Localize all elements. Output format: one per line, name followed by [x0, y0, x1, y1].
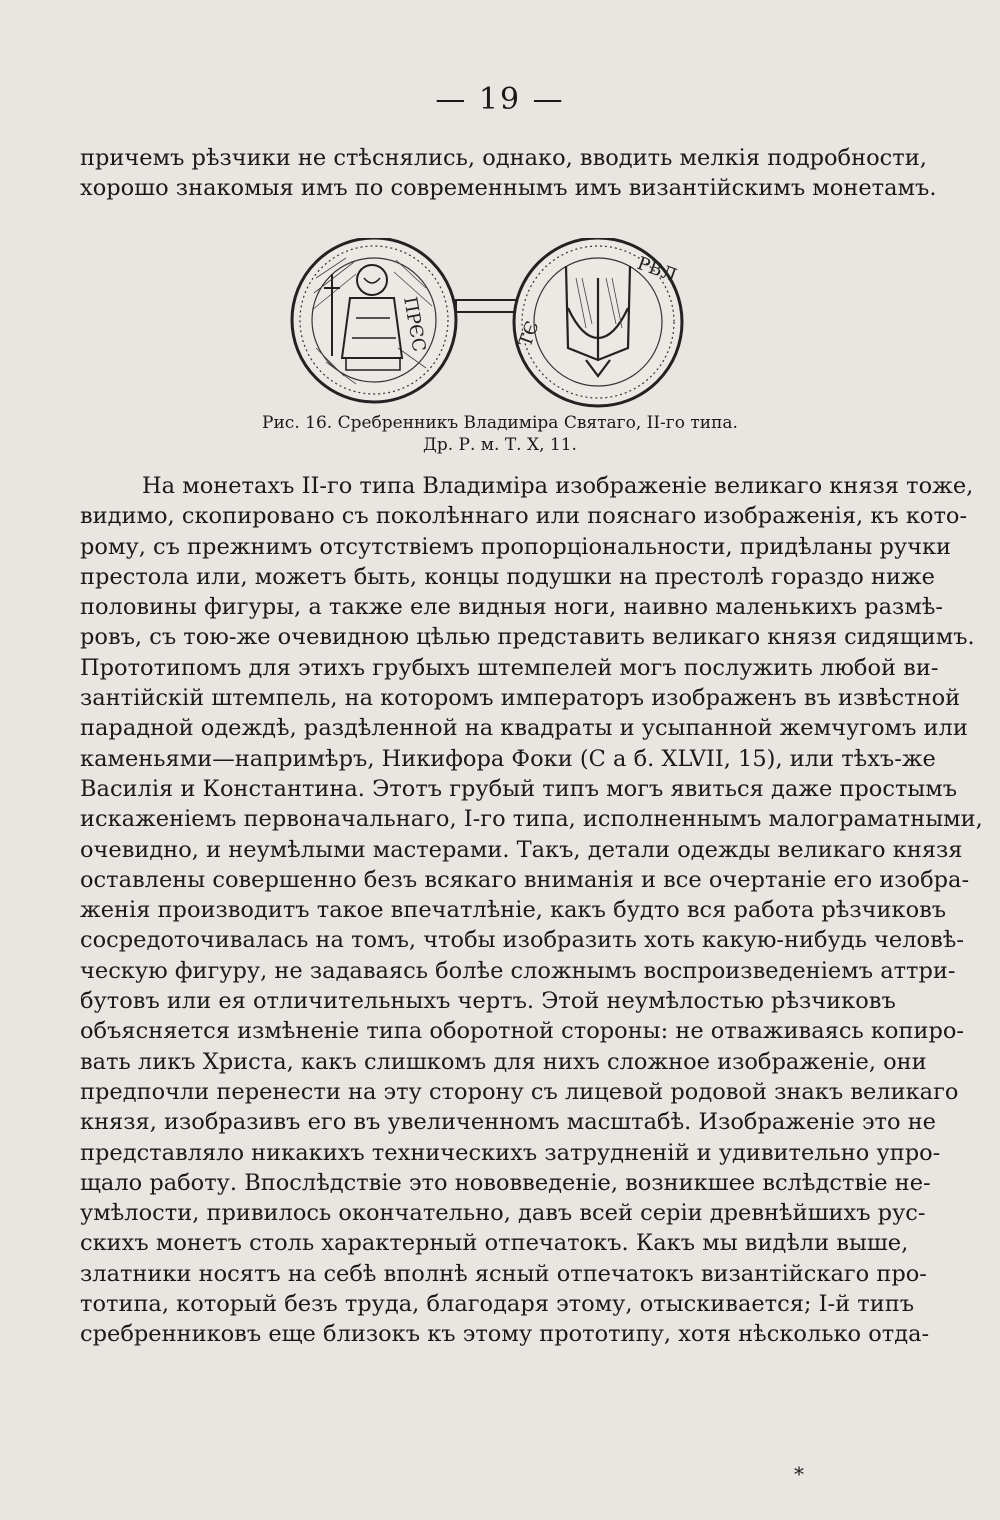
text-line: умѣлости, привилось окончательно, давъ всей серіи древнѣйшихъ рус- [80, 1200, 926, 1227]
svg-text:ТЄ: ТЄ [514, 318, 544, 350]
text-line: сосредоточивалась на томъ, чтобы изобразить хоть какую-нибудь человѣ- [80, 927, 964, 954]
text-line: бутовъ или ея отличительныхъ чертъ. Этой неумѣлостью рѣзчиковъ [80, 988, 896, 1015]
svg-text:ПРЄС: ПРЄС [399, 295, 430, 354]
intro-paragraph [80, 143, 937, 204]
text-line: предпочли перенести на эту сторону съ лицевой родовой знакъ великаго [80, 1078, 959, 1105]
svg-text:РВЛ: РВЛ [634, 252, 680, 287]
text-line: рому, съ прежнимъ отсутствіемъ пропорціональности, придѣланы ручки [80, 533, 952, 560]
text-line: сребренниковъ еще близокъ къ этому прототипу, хотя нѣсколько отда- [80, 1321, 930, 1348]
text-line: каменьями—напримѣръ, Никифора Фоки (С а б. XLVII, 15), или тѣхъ-же [80, 745, 936, 772]
text-line: причемъ рѣзчики не стѣснялись, однако, вводить мелкія подробности, [80, 145, 927, 171]
caption-line: Рис. 16. Сребренникъ Владиміра Святаго, II-го типа. [262, 413, 738, 433]
caption-line: Др. Р. м. Т. X, 11. [423, 435, 577, 455]
text-line: златники носятъ на себѣ вполнѣ ясный отпечатокъ византійскаго про- [80, 1260, 927, 1287]
text-line: зантійскій штемпель, на которомъ императоръ изображенъ въ извѣстной [80, 685, 961, 712]
main-paragraph [80, 471, 983, 1350]
signature-mark: * [794, 1462, 804, 1486]
text-line: На монетахъ II-го типа Владиміра изображеніе великаго князя тоже, [142, 473, 974, 499]
text-line: очевидно, и неумѣлыми мастерами. Такъ, детали одежды великаго князя [80, 836, 963, 863]
text-line: ческую фигуру, не задаваясь болѣе сложнымъ воспроизведеніемъ аттри- [80, 957, 956, 984]
text-line: искаженіемъ первоначальнаго, I-го типа, исполненнымъ малограматными, [80, 806, 983, 833]
coin-drawing [286, 238, 686, 408]
coin-reverse [514, 238, 682, 406]
coin-obverse [292, 238, 456, 402]
text-line: видимо, скопировано съ поколѣннаго или пояснаго изображенія, къ кото- [80, 503, 968, 530]
text-line: Прототипомъ для этихъ грубыхъ штемпелей могъ послужить любой ви- [80, 654, 939, 681]
page-number: — 19 — [435, 82, 565, 117]
text-line: хорошо знакомыя имъ по современнымъ имъ византійскимъ монетамъ. [80, 175, 937, 202]
text-line: оставлены совершенно безъ всякаго вниманія и все очертаніе его изобра- [80, 866, 970, 893]
text-line: тотипа, который безъ труда, благодаря этому, отыскивается; I-й типъ [80, 1291, 915, 1318]
figure-caption [0, 412, 1000, 456]
text-line: женія производитъ такое впечатлѣніе, какъ будто вся работа рѣзчиковъ [80, 897, 947, 924]
text-line: представляло никакихъ техническихъ затрудненій и удивительно упро- [80, 1139, 941, 1166]
text-line: половины фигуры, а также еле видныя ноги, наивно маленькихъ размѣ- [80, 594, 943, 621]
text-line: щало работу. Впослѣдствіе это нововведеніе, возникшее вслѣдствіе не- [80, 1169, 931, 1196]
text-line: парадной одеждѣ, раздѣленной на квадраты и усыпанной жемчугомъ или [80, 715, 968, 742]
text-line: Василія и Константина. Этотъ грубый типъ могъ явиться даже простымъ [80, 775, 958, 802]
text-line: князя, изобразивъ его въ увеличенномъ масштабѣ. Изображеніе это не [80, 1109, 936, 1136]
coin-illustration [286, 238, 686, 408]
text-line: скихъ монетъ столь характерный отпечатокъ. Какъ мы видѣли выше, [80, 1230, 909, 1257]
text-line: объясняется измѣненіе типа оборотной стороны: не отваживаясь копиро- [80, 1018, 964, 1045]
text-line: ровъ, съ тою-же очевидною цѣлью представить великаго князя сидящимъ. [80, 624, 975, 651]
text-line: вать ликъ Христа, какъ слишкомъ для нихъ сложное изображеніе, они [80, 1048, 927, 1075]
text-line: престола или, можетъ быть, концы подушки на престолѣ гораздо ниже [80, 563, 935, 590]
